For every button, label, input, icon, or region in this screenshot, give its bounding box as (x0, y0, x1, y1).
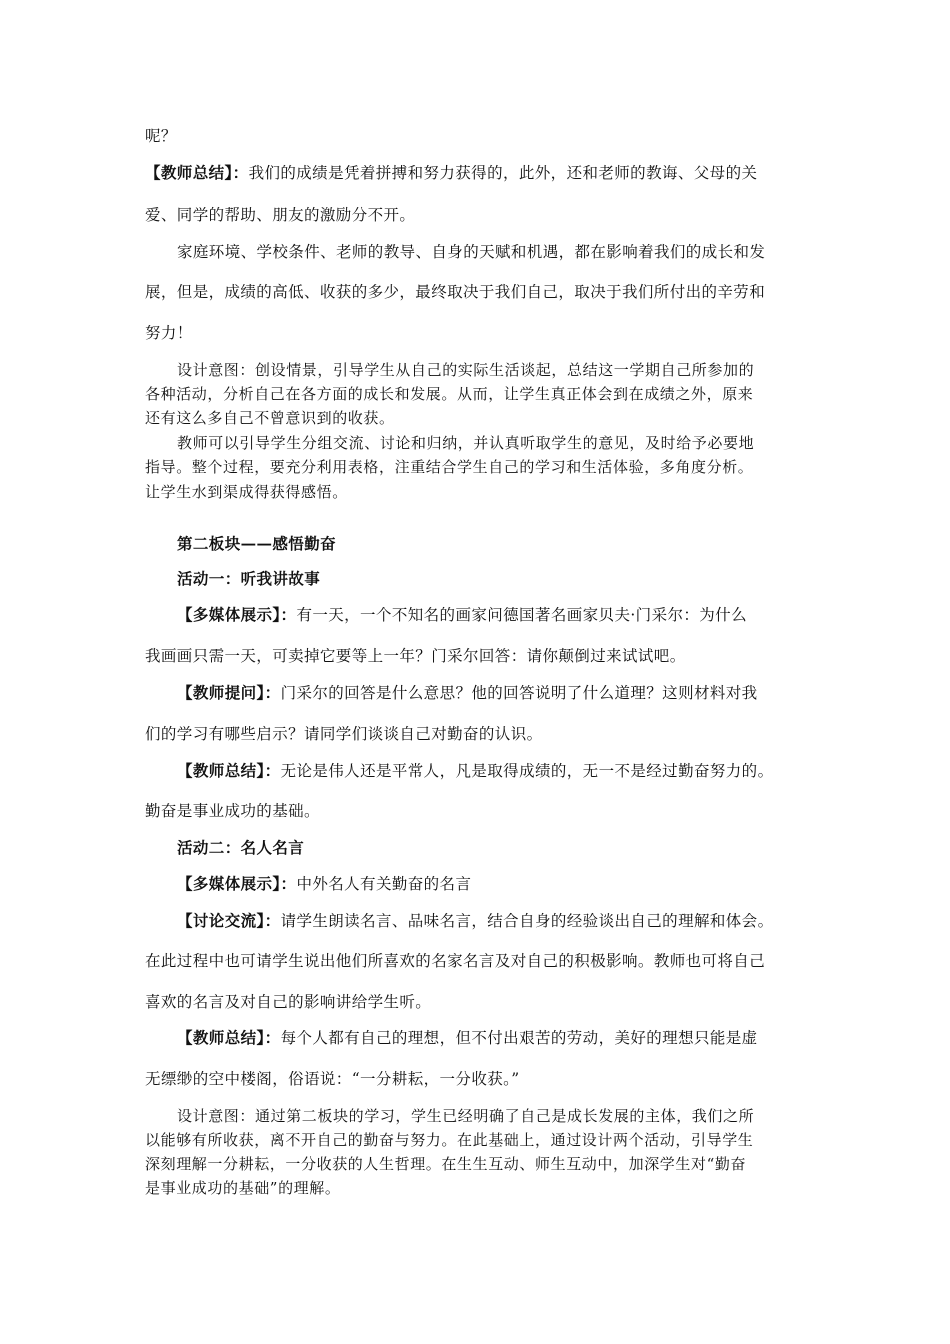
multimedia-label: 【多媒体展示】： (177, 605, 297, 624)
line-text: 指导。整个过程，要充分利用表格，注重结合学生自己的学习和生活体验，多角度分析。 (145, 458, 754, 476)
line-text: 我们的成绩是凭着拼搏和努力获得的，此外，还和老师的教诲、父母的关 (248, 164, 758, 182)
line-text: 勤奋是事业成功的基础。 (145, 802, 320, 820)
text-line (177, 360, 817, 380)
line-text: 有一天，一个不知名的画家问德国著名画家贝夫·门采尔：为什么 (296, 606, 747, 624)
discussion-label: 【讨论交流】： (177, 911, 281, 930)
teacher-summary-label: 【教师总结】： (177, 761, 281, 780)
text-line (145, 1154, 815, 1174)
line-text: 以能够有所收获，离不开自己的勤奋与努力。在此基础上，通过设计两个活动，引导学生 (145, 1131, 754, 1149)
text-line (177, 761, 817, 781)
line-text: 每个人都有自己的理想，但不付出艰苦的劳动，美好的理想只能是虚 (280, 1029, 758, 1047)
activity-heading (177, 569, 817, 589)
line-text: 呢？ (145, 127, 177, 145)
activity-heading (177, 838, 817, 858)
text-line (145, 384, 815, 404)
text-line (145, 482, 815, 502)
activity-title: 活动一：听我讲故事 (177, 569, 321, 588)
line-text: 各种活动，分析自己在各方面的成长和发展。从而，让学生真正体会到在成绩之外，原来 (145, 385, 754, 403)
line-text: 展，但是，成绩的高低、收获的多少，最终取决于我们自己，取决于我们所付出的辛劳和 (145, 283, 766, 301)
text-line (177, 1028, 817, 1048)
line-text: 是事业成功的基础”的理解。 (145, 1179, 341, 1197)
text-line (145, 1130, 815, 1150)
line-text: 喜欢的名言及对自己的影响讲给学生听。 (145, 993, 432, 1011)
line-text: 教师可以引导学生分组交流、讨论和归纳，并认真听取学生的意见，及时给予必要地 (177, 434, 755, 452)
section-heading (177, 534, 817, 554)
text-line (145, 205, 815, 225)
line-text: 爱、同学的帮助、朋友的激励分不开。 (145, 206, 416, 224)
line-text: 中外名人有关勤奋的名言 (296, 875, 472, 893)
multimedia-label: 【多媒体展示】： (177, 874, 297, 893)
text-line (177, 911, 817, 931)
line-text: 在此过程中也可请学生说出他们所喜欢的名家名言及对自己的积极影响。教师也可将自己 (145, 952, 766, 970)
line-text: 设计意图：创设情景，引导学生从自己的实际生活谈起，总结这一学期自己所参加的 (177, 361, 755, 379)
teacher-question-label: 【教师提问】： (177, 683, 281, 702)
text-line (145, 801, 815, 821)
text-line (145, 1069, 815, 1089)
text-line (145, 1178, 815, 1198)
text-line (145, 951, 815, 971)
line-text: 让学生水到渠成得获得感悟。 (145, 483, 348, 501)
teacher-summary-label: 【教师总结】： (177, 1028, 281, 1047)
teacher-summary-label: 【教师总结】： (145, 163, 249, 182)
text-line (177, 242, 817, 262)
text-line (145, 408, 815, 428)
text-line (177, 1106, 817, 1126)
activity-title: 活动二：名人名言 (177, 838, 305, 857)
text-line (145, 323, 815, 343)
line-text: 深刻理解一分耕耘，一分收获的人生哲理。在生生互动、师生互动中，加深学生对“勤奋 (145, 1155, 747, 1173)
line-text: 无缥缈的空中楼阁，俗语说：“一分耕耘，一分收获。” (145, 1070, 520, 1088)
line-text: 还有这么多自己不曾意识到的收获。 (145, 409, 395, 427)
text-line (177, 433, 817, 453)
text-line (145, 163, 815, 183)
line-text: 家庭环境、学校条件、老师的教导、自身的天赋和机遇，都在影响着我们的成长和发 (177, 243, 766, 261)
text-line (145, 646, 815, 666)
line-text: 请学生朗读名言、品味名言，结合自身的经验谈出自己的理解和体会。 (280, 912, 774, 930)
line-text: 我画画只需一天，可卖掉它要等上一年？门采尔回答：请你颠倒过来试试吧。 (145, 647, 686, 665)
line-text: 门采尔的回答是什么意思？他的回答说明了什么道理？这则材料对我 (280, 684, 758, 702)
text-line (145, 282, 815, 302)
line-text: 无论是伟人还是平常人，凡是取得成绩的，无一不是经过勤奋努力的。 (280, 762, 774, 780)
text-line (177, 683, 817, 703)
text-line (177, 874, 817, 894)
text-line (145, 126, 815, 146)
text-line (145, 457, 815, 477)
text-line (177, 605, 817, 625)
line-text: 努力！ (145, 324, 193, 342)
text-line (145, 724, 815, 744)
section-title: 第二板块——感悟勤奋 (177, 534, 337, 553)
line-text: 设计意图：通过第二板块的学习，学生已经明确了自己是成长发展的主体，我们之所 (177, 1107, 755, 1125)
line-text: 们的学习有哪些启示？请同学们谈谈自己对勤奋的认识。 (145, 725, 543, 743)
text-line (145, 992, 815, 1012)
